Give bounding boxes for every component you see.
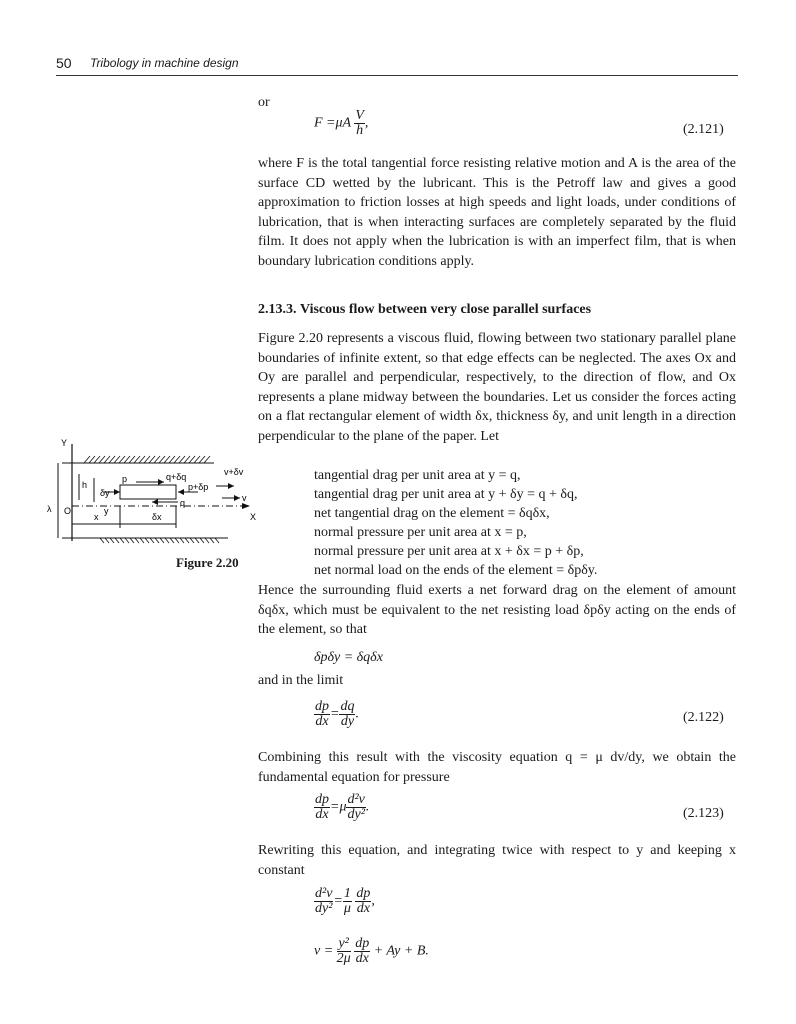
header-rule: [56, 75, 738, 76]
frac-den: dy²: [315, 901, 333, 916]
definition-item: net tangential drag on the element = δqδx,: [314, 506, 550, 521]
p-arrowhead: [114, 489, 120, 495]
eq-lead-or: or: [258, 95, 270, 110]
definition-item: normal pressure per unit area at x + δx = p + δp,: [314, 544, 584, 559]
eq-tail: ,: [364, 115, 369, 131]
frac-den: h: [356, 123, 364, 138]
fraction-v-over-h: [354, 109, 365, 138]
fluid-element: [120, 485, 176, 499]
eq-equals: =: [330, 706, 340, 722]
section-title: Viscous flow between very close parallel surfaces: [300, 302, 592, 317]
frac-dq-dy: [339, 700, 355, 729]
frac-dp-dx: [314, 793, 330, 822]
figure-caption: Figure 2.20: [176, 555, 239, 570]
p-dp-arrowhead: [178, 489, 184, 495]
frac-1-mu: [343, 887, 352, 916]
frac-den: dx: [315, 714, 329, 729]
label-dx: δx: [152, 512, 162, 522]
equation-2-121: [314, 109, 368, 138]
frac-num: dp: [356, 886, 371, 901]
definition-item: net normal load on the ends of the element = δpδy.: [314, 563, 598, 578]
running-title: Tribology in machine design: [90, 56, 239, 70]
frac-y2-2mu: [337, 937, 351, 966]
v-arrowhead: [234, 495, 240, 501]
figure-2-20-diagram: [28, 436, 264, 552]
frac-den: 2μ: [336, 951, 351, 966]
section-number: 2.13.3.: [258, 302, 297, 317]
label-lambda: λ: [47, 504, 52, 514]
label-y: y: [104, 506, 109, 516]
label-dy: δy: [100, 488, 110, 498]
v-dv-arrowhead: [228, 483, 234, 489]
label-x: x: [94, 512, 99, 522]
frac-num: d²v: [315, 886, 333, 901]
eq-lhs: v =: [314, 943, 334, 959]
eq-lhs: F =μA: [314, 115, 351, 131]
frac-den: dx: [355, 951, 369, 966]
label-X: X: [250, 512, 257, 522]
equation-2-122: [314, 700, 359, 729]
label-q-dq: q+δq: [166, 472, 187, 482]
limit-text: and in the limit: [258, 673, 344, 688]
equation-d2v: [314, 887, 375, 916]
eq-equals: =: [333, 893, 343, 909]
frac-den: dy: [340, 714, 355, 729]
frac-num: dp: [355, 936, 370, 951]
label-v-dv: v+δv: [224, 467, 244, 477]
equation-balance: δpδy = δqδx: [314, 650, 383, 665]
frac-num: V: [355, 108, 364, 123]
definition-item: tangential drag per unit area at y = q,: [314, 468, 521, 483]
frac-num: d²v: [347, 792, 365, 807]
lower-hatching: [100, 538, 219, 543]
label-h: h: [82, 480, 88, 490]
paragraph-rewriting: Rewriting this equation, and integrating twice with respect to y and keeping x constant: [258, 843, 736, 878]
equation-number-2-122: (2.122): [683, 710, 724, 725]
frac-num: dp: [315, 792, 329, 807]
paragraph-petroff-law: where F is the total tangential force resisting relative motion and A is the area of the surface CD wetted by the lubricant. This is the Petroff law and gives a good approximation to friction losses at high speeds and light loads, under conditions of lubrication, that is when interacting surfaces are completely separated by the fluid film. It does not apply when the lubrication is with an imperfect film, that is when boundary lubrication conditions apply.: [258, 156, 736, 269]
q-arrowhead: [152, 499, 158, 505]
frac-d2v-dy2: [314, 887, 333, 916]
label-p: p: [122, 474, 128, 484]
equation-number-2-121: (2.121): [683, 122, 724, 137]
paragraph-net-drag: Hence the surrounding fluid exerts a net forward drag on the element of amount δqδx, which must be equivalent to the net resisting load δpδy acting on the ends of the element, so that: [258, 583, 736, 638]
equation-number-2-123: (2.123): [683, 806, 724, 821]
q-dq-arrowhead: [158, 479, 164, 485]
frac-dp-dx: [354, 937, 370, 966]
frac-num: 1: [343, 886, 351, 901]
page-number: 50: [56, 55, 72, 71]
eq-tail: ,: [371, 893, 375, 909]
frac-dp-dx: [355, 887, 371, 916]
frac-den: dx: [315, 807, 329, 822]
label-O: O: [64, 506, 72, 516]
frac-den: dy²: [347, 807, 365, 822]
paragraph-viscosity: Combining this result with the viscosity equation q = μ dv/dy, we obtain the fundamental equation for pressure: [258, 750, 736, 785]
frac-num: dp: [315, 699, 329, 714]
eq-equals-mu: =μ: [330, 799, 347, 815]
frac-d2v-dy2: [346, 793, 365, 822]
eq-tail: .: [365, 799, 370, 815]
label-q: q: [180, 498, 186, 508]
frac-num: dq: [340, 699, 355, 714]
section-heading: [258, 302, 591, 318]
paragraph-viscous-flow: Figure 2.20 represents a viscous fluid, flowing between two stationary parallel plane boundaries of infinite extent, so that edge effects can be neglected. The axes Ox and Oy are parallel and perpendicular, respectively, to the direction of flow, and Ox represents a plane midway between the boundaries. Let us consider the forces acting on a flat rectangular element of width δx, thickness δy, and unit length in a direction perpendicular to the plane of the paper. Let: [258, 331, 736, 444]
definition-item: normal pressure per unit area at x = p,: [314, 525, 527, 540]
label-v: v: [242, 493, 247, 503]
frac-num: y²: [338, 936, 349, 951]
definition-item: tangential drag per unit area at y + δy = q + δq,: [314, 487, 578, 502]
eq-tail: + Ay + B.: [373, 943, 429, 959]
frac-den: μ: [343, 901, 351, 916]
upper-hatching: [84, 456, 210, 463]
x-axis-arrow: [242, 503, 250, 509]
label-Y: Y: [61, 438, 68, 448]
label-p-dp: p+δp: [188, 482, 209, 492]
frac-dp-dx: [314, 700, 330, 729]
eq-tail: .: [355, 706, 359, 722]
equation-2-123: [314, 793, 369, 822]
frac-den: dx: [356, 901, 370, 916]
equation-v: [314, 937, 429, 966]
